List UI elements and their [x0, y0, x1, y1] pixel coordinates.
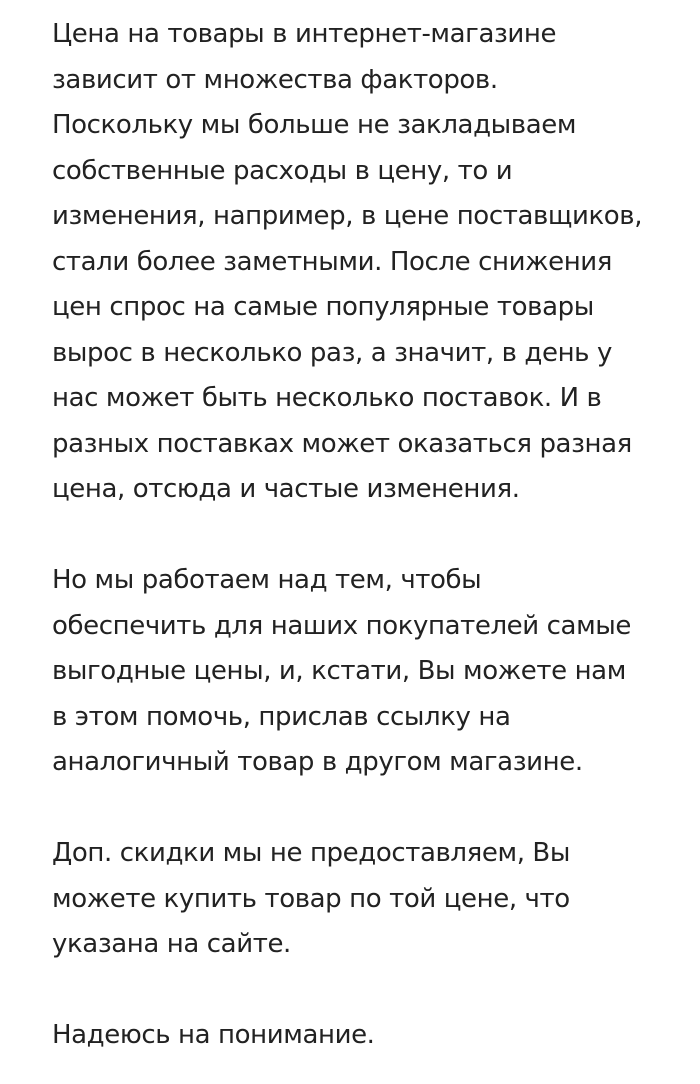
text-line: Поскольку мы больше не закладываем	[52, 110, 577, 140]
text-line: стали более заметными. После снижения	[52, 246, 613, 277]
text-line: Надеюсь на понимание.	[52, 1020, 375, 1050]
text-line: разных поставках может оказаться разная	[52, 428, 632, 459]
text-line: вырос в несколько раз, а значит, в день у	[52, 337, 612, 368]
text-line: нас может быть несколько поставок. И в	[52, 383, 602, 413]
text-line: зависит от множества факторов.	[52, 64, 498, 95]
text-line: цен спрос на самые популярные товары	[52, 292, 594, 322]
text-line: Доп. скидки мы не предоставляем, Вы	[52, 838, 570, 868]
text-line: аналогичный товар в другом магазине.	[52, 747, 583, 777]
paragraph-closing	[52, 1013, 662, 1059]
text-line: цена, отсюда и частые изменения.	[52, 474, 520, 504]
paragraph-best-prices	[52, 558, 662, 786]
message-body	[52, 12, 662, 1059]
text-line: обеспечить для наших покупателей самые	[52, 610, 632, 641]
text-line: Но мы работаем над тем, чтобы	[52, 565, 482, 595]
text-line: указана на сайте.	[52, 929, 291, 959]
text-line: выгодные цены, и, кстати, Вы можете нам	[52, 656, 626, 686]
text-line: изменения, например, в цене поставщиков,	[52, 201, 643, 231]
text-line: Цена на товары в интернет-магазине	[52, 19, 557, 49]
paragraph-no-discounts	[52, 831, 662, 968]
text-line: собственные расходы в цену, то и	[52, 155, 513, 186]
text-line: в этом помочь, прислав ссылку на	[52, 701, 511, 732]
paragraph-price-factors	[52, 12, 662, 513]
text-line: можете купить товар по той цене, что	[52, 883, 570, 914]
